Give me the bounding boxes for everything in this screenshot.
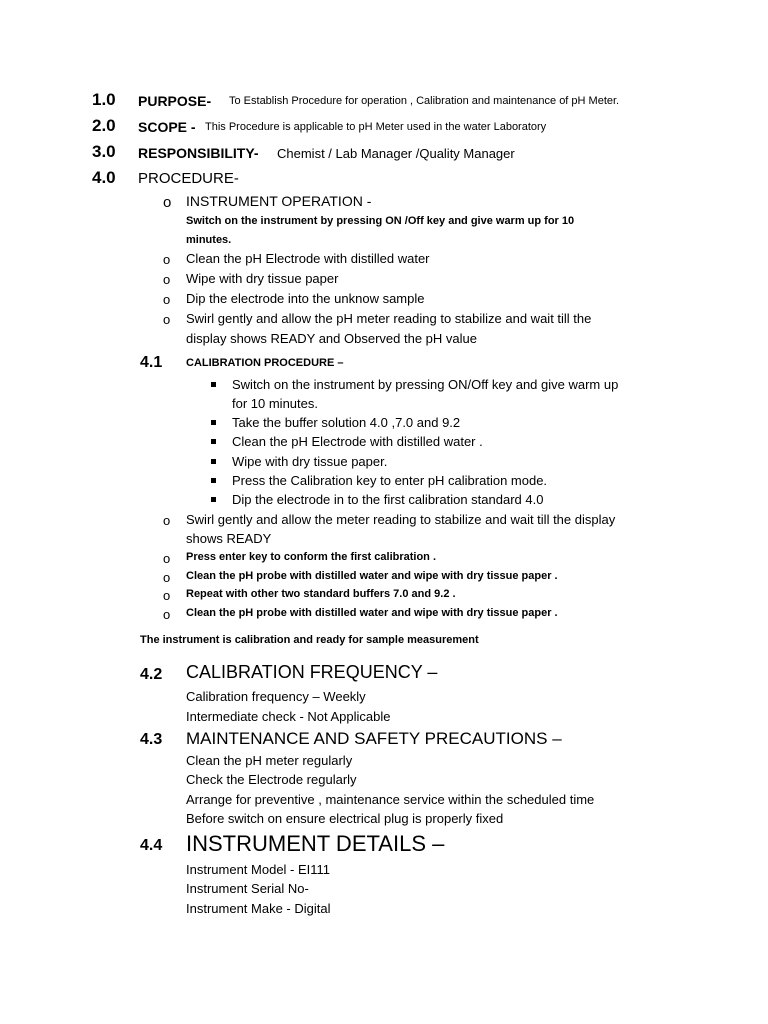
- list-item: Clean the pH probe with distilled water and wipe with dry tissue paper .: [186, 607, 558, 619]
- bullet-marker: o: [163, 513, 171, 528]
- detail-line: Instrument Serial No-: [186, 881, 309, 896]
- section-text: To Establish Procedure for operation , Calibration and maintenance of pH Meter.: [229, 95, 620, 107]
- bullet-marker: o: [163, 272, 171, 287]
- square-bullet: [211, 420, 216, 425]
- list-item: Clean the pH Electrode with distilled water .: [232, 434, 483, 449]
- detail-line: Clean the pH meter regularly: [186, 753, 353, 768]
- square-bullet: [211, 478, 216, 483]
- section-heading: PROCEDURE-: [138, 170, 239, 187]
- detail-line: Check the Electrode regularly: [186, 772, 357, 787]
- square-bullet: [211, 497, 216, 502]
- section-number: 2.0: [92, 116, 116, 135]
- detail-line: Arrange for preventive , maintenance service within the scheduled time: [186, 792, 595, 807]
- detail-line: Instrument Make - Digital: [186, 901, 331, 916]
- list-item: Clean the pH Electrode with distilled water: [186, 251, 430, 266]
- bullet-marker: o: [163, 312, 171, 327]
- list-item: Take the buffer solution 4.0 ,7.0 and 9.2: [232, 415, 461, 430]
- list-item: for 10 minutes.: [232, 396, 318, 411]
- list-text: Switch on the instrument by pressing ON /Off key and give warm up for 10: [186, 215, 575, 227]
- detail-line: Intermediate check - Not Applicable: [186, 709, 391, 724]
- detail-line: Before switch on ensure electrical plug is properly fixed: [186, 811, 504, 826]
- list-item: display shows READY and Observed the pH value: [186, 331, 477, 346]
- subsection-title: INSTRUMENT DETAILS –: [186, 831, 445, 856]
- list-item: Dip the electrode in to the first calibration standard 4.0: [232, 492, 544, 507]
- bullet-marker: o: [163, 588, 171, 603]
- subsection-title: INSTRUMENT OPERATION -: [186, 193, 372, 209]
- list-item: Dip the electrode into the unknow sample: [186, 291, 425, 306]
- section-heading: PURPOSE-: [138, 93, 212, 109]
- list-item: Press enter key to conform the first calibration .: [186, 551, 437, 563]
- section-number: 3.0: [92, 142, 116, 161]
- subsection-title: MAINTENANCE AND SAFETY PRECAUTIONS –: [186, 729, 562, 748]
- detail-line: Calibration frequency – Weekly: [186, 689, 366, 704]
- list-item: Clean the pH probe with distilled water and wipe with dry tissue paper .: [186, 570, 558, 582]
- section-number: 1.0: [92, 90, 116, 109]
- subsection-title: CALIBRATION FREQUENCY –: [186, 662, 438, 682]
- bullet-marker: o: [163, 607, 171, 622]
- bullet-marker: o: [163, 252, 171, 267]
- list-item: Press the Calibration key to enter pH calibration mode.: [232, 473, 548, 488]
- section-text: This Procedure is applicable to pH Meter used in the water Laboratory: [205, 121, 547, 133]
- subsection-number: 4.3: [140, 731, 163, 748]
- square-bullet: [211, 459, 216, 464]
- square-bullet: [211, 439, 216, 444]
- subsection-number: 4.2: [140, 666, 163, 683]
- detail-line: Instrument Model - EI111: [186, 862, 331, 877]
- subsection-title: CALIBRATION PROCEDURE –: [186, 357, 344, 369]
- list-item: Repeat with other two standard buffers 7.0 and 9.2 .: [186, 588, 456, 600]
- list-item: Switch on the instrument by pressing ON/Off key and give warm up: [232, 377, 619, 392]
- bullet-marker: o: [163, 570, 171, 585]
- section-heading: SCOPE -: [138, 119, 196, 135]
- bullet-marker: o: [163, 292, 171, 307]
- list-item: Wipe with dry tissue paper.: [232, 454, 388, 469]
- conclusion-text: The instrument is calibration and ready for sample measurement: [140, 634, 479, 646]
- subsection-number: 4.4: [140, 837, 163, 854]
- list-item: Wipe with dry tissue paper: [186, 271, 339, 286]
- subsection-number: 4.1: [140, 354, 163, 371]
- bullet-marker: o: [163, 194, 172, 211]
- section-number: 4.0: [92, 168, 116, 187]
- list-item: shows READY: [186, 531, 272, 546]
- square-bullet: [211, 382, 216, 387]
- list-text: minutes.: [186, 234, 232, 246]
- bullet-marker: o: [163, 551, 171, 566]
- list-item: Swirl gently and allow the pH meter reading to stabilize and wait till the: [186, 311, 592, 326]
- list-item: Swirl gently and allow the meter reading to stabilize and wait till the display: [186, 512, 616, 527]
- section-text: Chemist / Lab Manager /Quality Manager: [277, 146, 515, 161]
- section-heading: RESPONSIBILITY-: [138, 145, 259, 161]
